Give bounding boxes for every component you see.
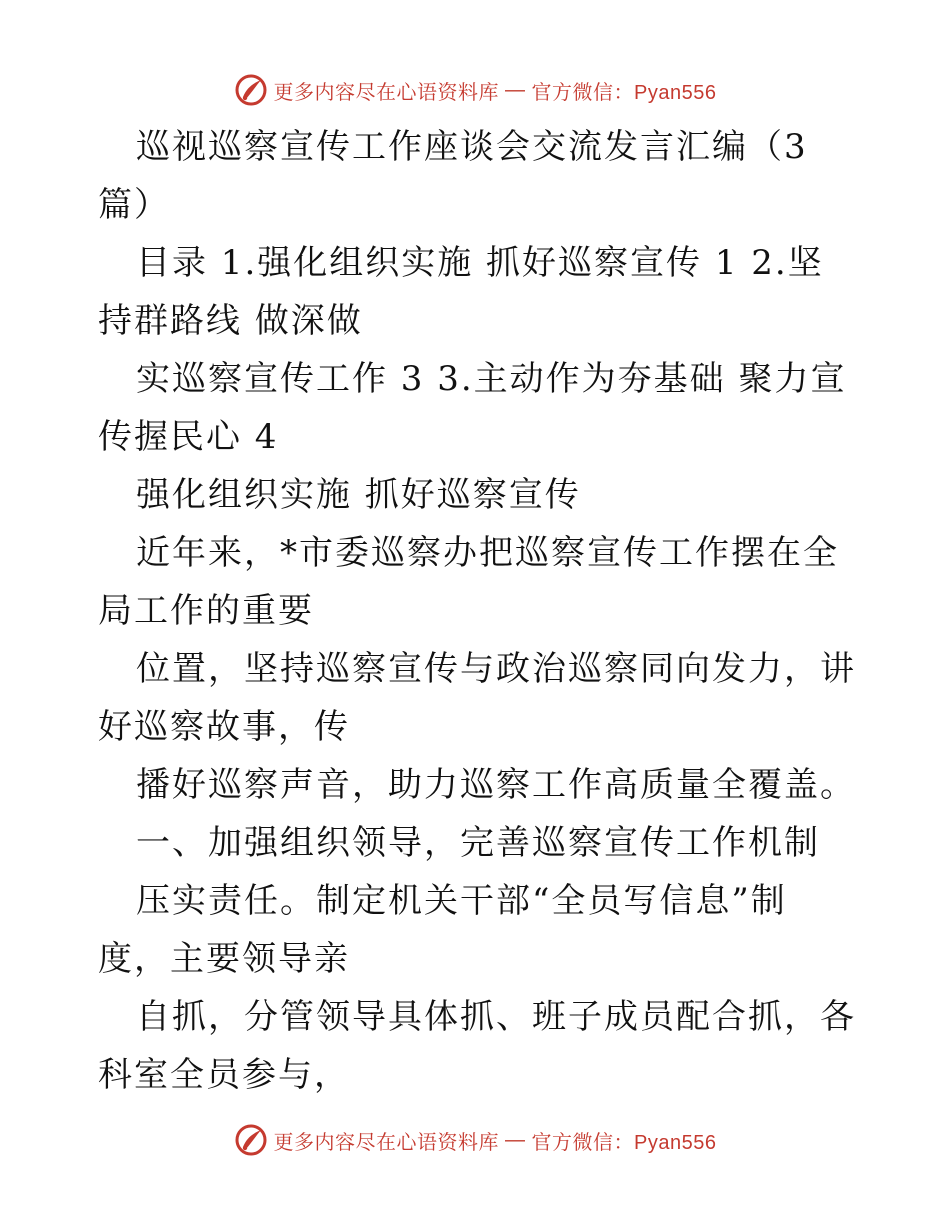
body-paragraph: 位置，坚持巡察宣传与政治巡察同向发力，讲好巡察故事，传 <box>98 649 856 747</box>
table-of-contents-line-1: 目录 1.强化组织实施 抓好巡察宣传 1 2.坚持群路线 做深做 <box>98 243 824 341</box>
watermark-separator: — <box>505 1128 526 1151</box>
section-title: 强化组织实施 抓好巡察宣传 <box>136 475 581 515</box>
ink-brush-logo-icon <box>234 73 268 107</box>
body-paragraph: 播好巡察声音，助力巡察工作高质量全覆盖。 <box>136 765 856 805</box>
body-paragraph: 压实责任。制定机关干部“全员写信息”制度，主要领导亲 <box>98 881 787 979</box>
body-paragraph: 近年来，*市委巡察办把巡察宣传工作摆在全局工作的重要 <box>98 533 839 631</box>
subsection-heading: 一、加强组织领导，完善巡察宣传工作机制 <box>136 823 820 863</box>
document-body <box>98 118 858 1104</box>
watermark-brand <box>234 73 717 107</box>
watermark-brand <box>234 1123 717 1157</box>
page-header-watermark <box>0 70 950 110</box>
watermark-separator: — <box>505 78 526 101</box>
watermark-wechat-id: 官方微信：Pyan556 <box>531 81 717 104</box>
table-of-contents-line-2: 实巡察宣传工作 3 3.主动作为夯基础 聚力宣传握民心 4 <box>98 359 847 457</box>
body-paragraph: 自抓，分管领导具体抓、班子成员配合抓，各科室全员参与， <box>98 997 856 1095</box>
watermark-brand-text: 更多内容尽在心语资料库 <box>273 1131 500 1154</box>
ink-brush-logo-icon <box>234 1123 268 1157</box>
watermark-wechat-id: 官方微信：Pyan556 <box>531 1131 717 1154</box>
page-footer-watermark <box>0 1120 950 1160</box>
watermark-brand-text: 更多内容尽在心语资料库 <box>273 81 500 104</box>
document-title: 巡视巡察宣传工作座谈会交流发言汇编（3 篇） <box>98 127 808 225</box>
